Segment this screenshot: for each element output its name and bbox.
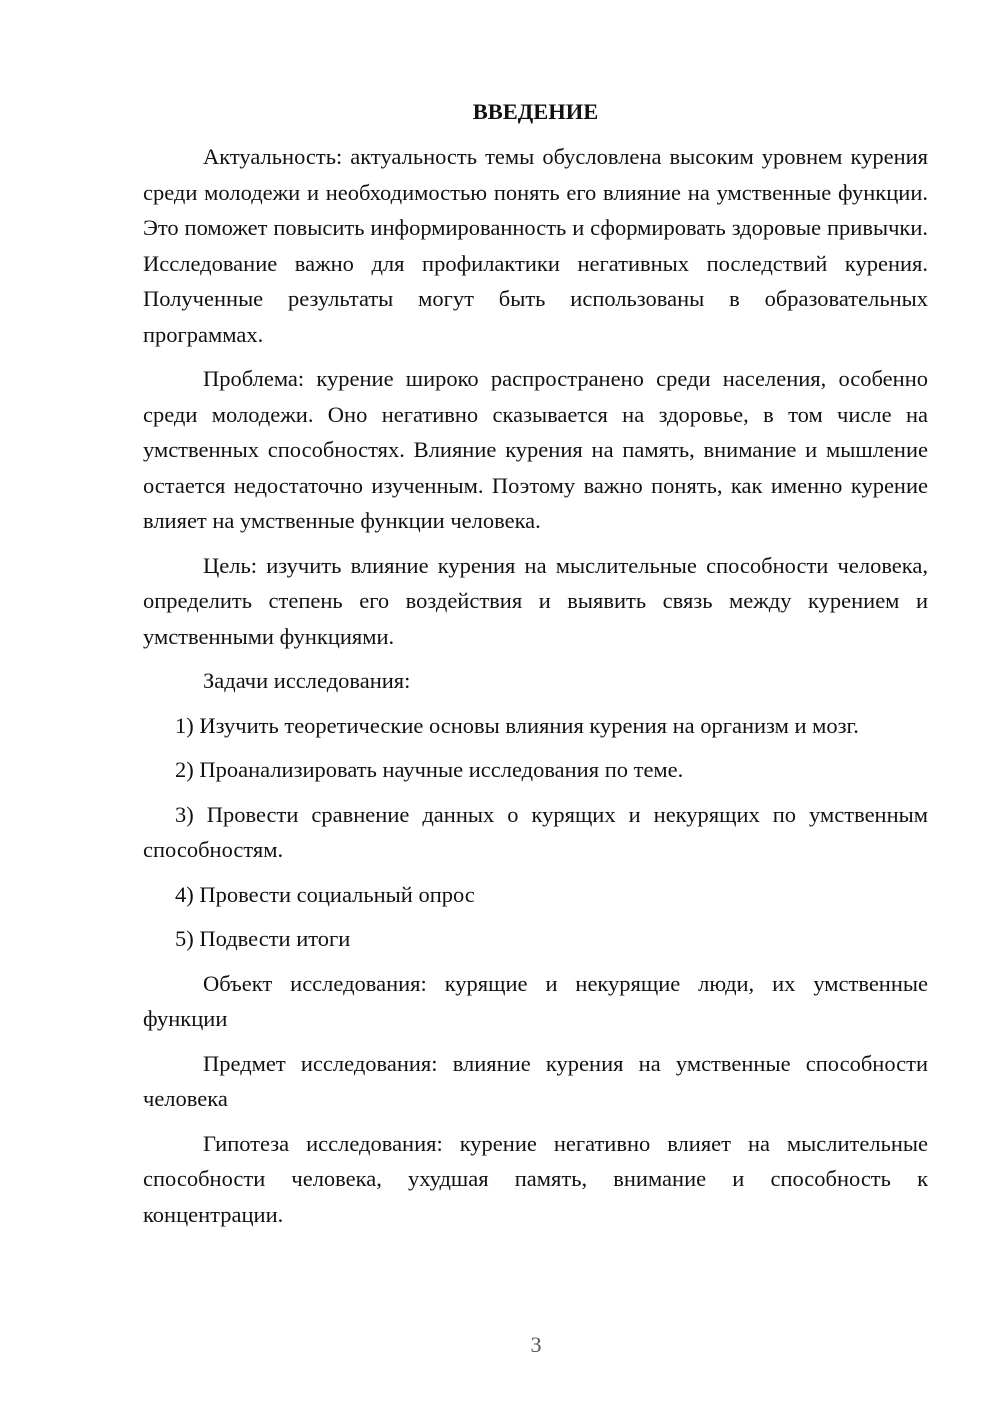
page-content	[143, 94, 928, 1232]
relevance-paragraph: Актуальность: актуальность темы обусловлена высоким уровнем курения среди молодежи и необходимостью понять его влияние на умственные функции. Это поможет повысить информированность и сформировать здоровые привычки. Исследование важно для профилактики негативных последствий курения. Полученные результаты могут быть использованы в образовательных программах.	[143, 144, 928, 347]
page-number: 3	[530, 1332, 542, 1357]
problem-paragraph: Проблема: курение широко распространено среди населения, особенно среди молодежи. Оно негативно сказывается на здоровье, в том числе на умственных способностях. Влияние курения на память, внимание и мышление остается недостаточно изученным. Поэтому важно понять, как именно курение влияет на умственные функции человека.	[143, 366, 928, 533]
tasks-heading: Задачи исследования:	[203, 668, 411, 693]
task-item-1: 1) Изучить теоретические основы влияния курения на организм и мозг.	[175, 712, 859, 738]
section-title: ВВЕДЕНИЕ	[472, 99, 599, 124]
subject-paragraph: Предмет исследования: влияние курения на умственные способности человека	[143, 1050, 928, 1111]
task-item-4: 4) Провести социальный опрос	[175, 881, 475, 907]
hypothesis-paragraph: Гипотеза исследования: курение негативно влияет на мыслительные способности человека, ухудшая память, внимание и способность к концентрации.	[143, 1130, 928, 1227]
task-item-3: 3) Провести сравнение данных о курящих и некурящих по умственным способностям.	[143, 801, 928, 862]
task-item-2: 2) Проанализировать научные исследования по теме.	[175, 757, 684, 782]
goal-paragraph: Цель: изучить влияние курения на мыслительные способности человека, определить степень его воздействия и выявить связь между курением и умственными функциями.	[143, 552, 928, 649]
task-item-5: 5) Подвести итоги	[175, 926, 351, 951]
object-paragraph: Объект исследования: курящие и некурящие люди, их умственные функции	[143, 970, 928, 1031]
